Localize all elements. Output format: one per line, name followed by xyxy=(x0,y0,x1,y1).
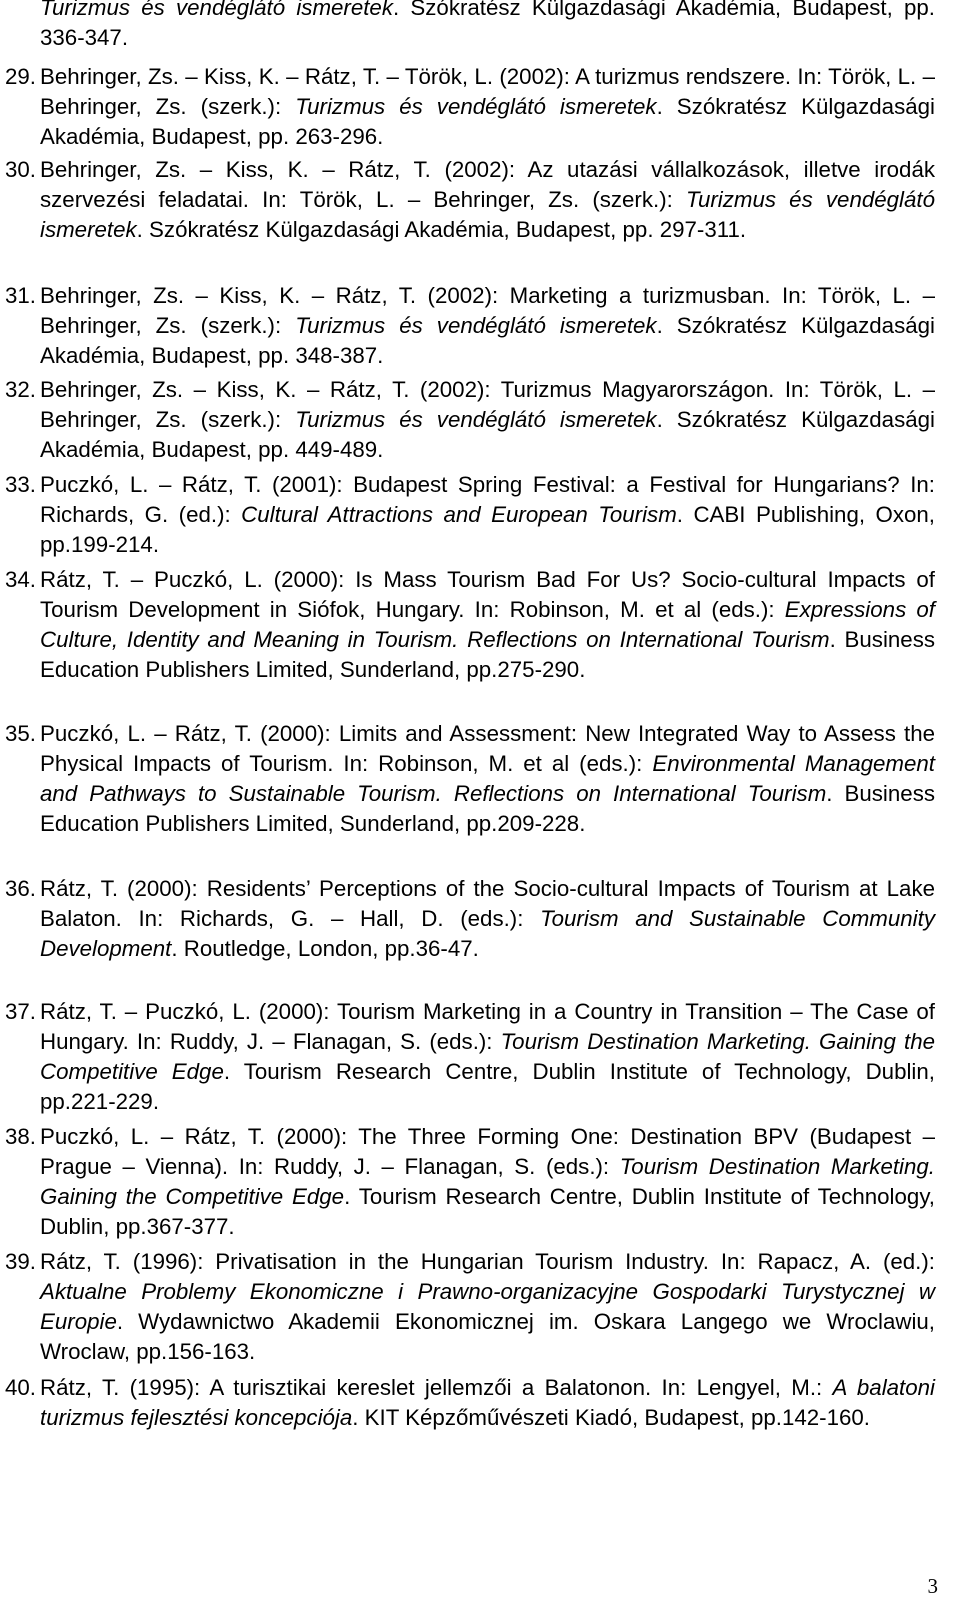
reference-text: . Business Education Publishers Limited, Sunderland, pp.275-290. xyxy=(40,627,935,682)
reference-title: Expressions of Culture, Identity and Meaning in Tourism. Reflections on International Tourism xyxy=(40,597,935,652)
reference-title: Turizmus és vendéglátó ismeretek xyxy=(295,407,657,432)
reference-number: 30. xyxy=(5,157,36,182)
reference-number: 38. xyxy=(5,1124,36,1149)
reference-title: Turizmus és vendéglátó ismeretek xyxy=(40,0,393,20)
reference-body xyxy=(40,62,935,152)
reference-title: Cultural Attractions and European Tourism xyxy=(241,502,677,527)
reference-text: Rátz, T. (2000): Residents’ Perceptions of the Socio-cultural Impacts of Tourism at Lake Balaton. In: Richards, G. – Hall, D. (eds.): xyxy=(40,876,935,931)
reference-text: . Szókratész Külgazdasági Akadémia, Budapest, pp. 348-387. xyxy=(40,313,935,368)
page-number: 3 xyxy=(927,1574,938,1598)
reference-number: 34. xyxy=(5,567,36,592)
reference-number: 35. xyxy=(5,721,36,746)
reference-text: . Szókratész Külgazdasági Akadémia, Budapest, pp. 336-347. xyxy=(40,0,935,50)
reference-text: Puczkó, L. – Rátz, T. (2000): The Three Forming One: Destination BPV (Budapest – Prague – Vienna). In: Ruddy, J. – Flanagan, S. (eds.): xyxy=(40,1124,935,1179)
reference-text: . Szókratész Külgazdasági Akadémia, Budapest, pp. 263-296. xyxy=(40,94,935,149)
reference-text: . Business Education Publishers Limited, Sunderland, pp.209-228. xyxy=(40,781,935,836)
reference-body xyxy=(40,1247,935,1367)
reference-body xyxy=(40,565,935,685)
reference-body xyxy=(40,997,935,1117)
reference-text: Behringer, Zs. – Kiss, K. – Rátz, T. – Török, L. (2002): A turizmus rendszere. In: Török, L. – Behringer, Zs. (szerk.): xyxy=(40,64,935,119)
reference-title: Turizmus és vendéglátó ismeretek xyxy=(295,313,657,338)
reference-body xyxy=(40,281,935,371)
reference-text: . Szókratész Külgazdasági Akadémia, Budapest, pp. 297-311. xyxy=(136,217,747,242)
reference-number: 37. xyxy=(5,999,36,1024)
reference-number: 39. xyxy=(5,1249,36,1274)
reference-number: 32. xyxy=(5,377,36,402)
reference-text: . CABI Publishing, Oxon, pp.199-214. xyxy=(40,502,935,557)
reference-body xyxy=(40,719,935,839)
reference-text: . Szókratész Külgazdasági Akadémia, Budapest, pp. 449-489. xyxy=(40,407,935,462)
reference-text: Behringer, Zs. – Kiss, K. – Rátz, T. (2002): Az utazási vállalkozások, illetve irodák szervezési feladatai. In: Török, L. – Behringer, Zs. (szerk.): xyxy=(40,157,935,212)
reference-text: . Tourism Research Centre, Dublin Institute of Technology, Dublin, pp.367-377. xyxy=(40,1184,936,1239)
reference-text: Behringer, Zs. – Kiss, K. – Rátz, T. (2002): Marketing a turizmusban. In: Török, L. – Behringer, Zs. (szerk.): xyxy=(40,283,935,338)
reference-title: Environmental Management and Pathways to Sustainable Tourism. Reflections on International Tourism xyxy=(40,751,935,806)
reference-body xyxy=(40,874,935,964)
reference-text: . Tourism Research Centre, Dublin Institute of Technology, Dublin, pp.221-229. xyxy=(40,1059,935,1114)
reference-title: Tourism and Sustainable Community Development xyxy=(40,906,935,961)
reference-title: A balatoni turizmus fejlesztési koncepciója xyxy=(40,1375,936,1430)
reference-text: Rátz, T. (1996): Privatisation in the Hungarian Tourism Industry. In: Rapacz, A. (ed.): xyxy=(40,1249,935,1274)
reference-number: 29. xyxy=(5,64,36,89)
reference-number: 31. xyxy=(5,283,36,308)
reference-body xyxy=(40,155,935,245)
reference-text: . KIT Képzőművészeti Kiadó, Budapest, pp.142-160. xyxy=(352,1405,870,1430)
reference-text: Rátz, T. (1995): A turisztikai kereslet jellemzői a Balatonon. In: Lengyel, M.: xyxy=(40,1375,833,1400)
reference-body xyxy=(40,1373,935,1433)
reference-text: . Wydawnictwo Akademii Ekonomicznej im. Oskara Langego we Wroclawiu, Wroclaw, pp.156-163. xyxy=(40,1309,935,1364)
reference-text: Rátz, T. – Puczkó, L. (2000): Tourism Marketing in a Country in Transition – The Case of Hungary. In: Ruddy, J. – Flanagan, S. (eds.): xyxy=(40,999,935,1054)
reference-text: Puczkó, L. – Rátz, T. (2001): Budapest Spring Festival: a Festival for Hungarians? In: Richards, G. (ed.): xyxy=(40,472,935,527)
reference-text: Behringer, Zs. – Kiss, K. – Rátz, T. (2002): Turizmus Magyarországon. In: Török, L. – Behringer, Zs. (szerk.): xyxy=(40,377,935,432)
reference-title: Turizmus és vendéglátó ismeretek xyxy=(295,94,657,119)
reference-text: . Routledge, London, pp.36-47. xyxy=(171,936,479,961)
continued-reference xyxy=(40,0,935,53)
reference-body xyxy=(40,375,935,465)
reference-text: Puczkó, L. – Rátz, T. (2000): Limits and Assessment: New Integrated Way to Assess the Physical Impacts of Tourism. In: Robinson, M. et al (eds.): xyxy=(40,721,935,776)
reference-number: 36. xyxy=(5,876,36,901)
reference-body xyxy=(40,470,935,560)
reference-text: Rátz, T. – Puczkó, L. (2000): Is Mass Tourism Bad For Us? Socio-cultural Impacts of Tourism Development in Siófok, Hungary. In: Robinson, M. et al (eds.): xyxy=(40,567,935,622)
reference-title: Tourism Destination Marketing. Gaining the Competitive Edge xyxy=(40,1029,935,1084)
reference-number: 40. xyxy=(5,1375,36,1400)
reference-number: 33. xyxy=(5,472,36,497)
reference-title: Tourism Destination Marketing. Gaining the Competitive Edge xyxy=(40,1154,935,1209)
reference-title: Turizmus és vendéglátó ismeretek xyxy=(40,187,935,242)
reference-body xyxy=(40,1122,935,1242)
reference-title: Aktualne Problemy Ekonomiczne i Prawno-organizacyjne Gospodarki Turystycznej w Europie xyxy=(40,1279,935,1334)
